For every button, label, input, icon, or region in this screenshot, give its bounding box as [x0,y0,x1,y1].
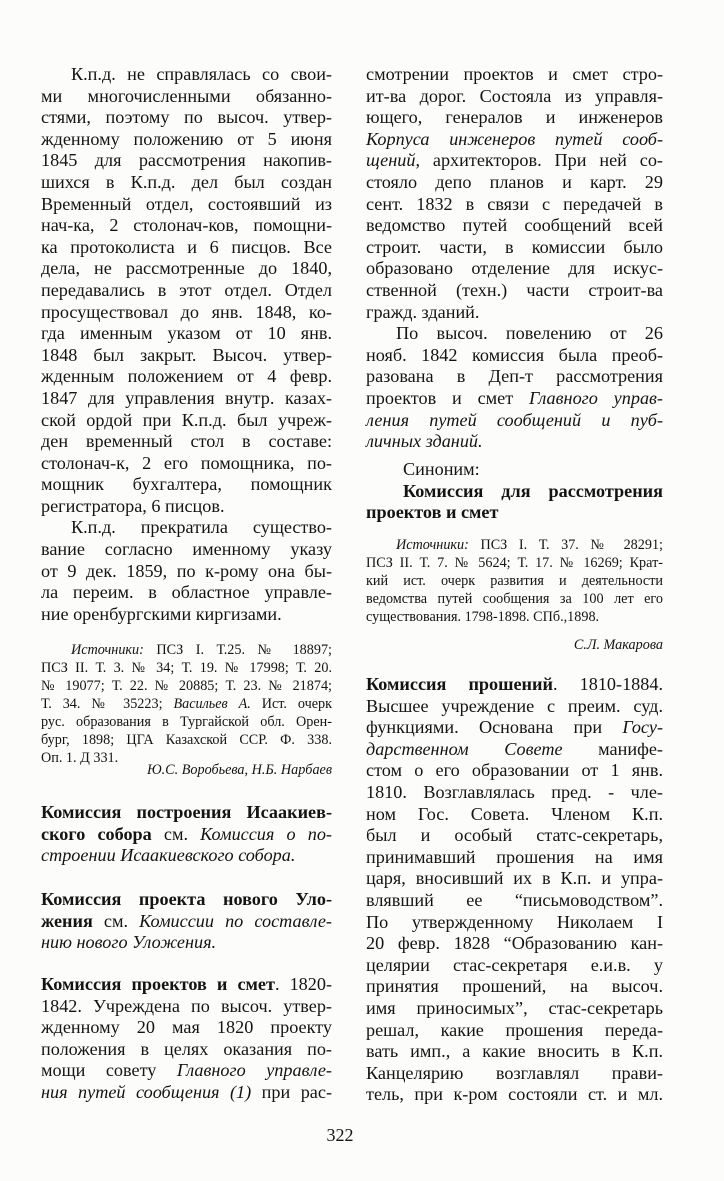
italic-text: Комиссия о по- [200,823,332,844]
text-line [41,258,332,280]
text-line [366,998,663,1020]
text-run: рус. образования в Тургайской обл. Орен- [41,714,332,730]
text-run: , архитекторов. При ней со- [415,150,663,171]
italic-text: личных зданий. [366,431,483,452]
text-line [366,1063,663,1085]
text-line [366,554,663,572]
text-run: имя приносимых”, стас-секретарь [366,997,663,1018]
text-run: просуществовал до янв. 1848, ко- [41,301,332,322]
text-run: тель, при к-ром состояли ст. и мл. [366,1084,663,1105]
text-line [366,912,663,934]
text-line [41,150,332,172]
text-line [366,194,663,216]
text-run: ственной (техн.) части строит-ва [366,279,663,300]
text-run: бург, 1898; ЦГА Казахской ССР. Ф. 338. [41,732,332,748]
italic-text: ления путей сообщений и пуб- [366,409,663,430]
text-run: Канцелярию возглавлял прави- [366,1062,663,1083]
text-run: К.п.д. прекратила существо- [71,517,332,538]
text-run: строит. части, в комиссии было [366,236,663,257]
text-line [366,782,663,804]
text-line [366,890,663,912]
text-line [366,280,663,302]
text-line [366,302,663,324]
page-number: 322 [326,1125,354,1145]
text-line [41,761,332,779]
paragraph [41,802,332,867]
text-run: Т. 34. № 35223; [41,696,174,712]
text-run: По утвержденному Николаем I [366,911,663,932]
text-line [366,1041,663,1063]
italic-text: Источники: [396,537,469,553]
text-line [41,388,332,410]
bold-term: Комиссия прошений [366,674,553,694]
synonym [366,459,663,524]
text-run: дела, не рассмотренные до 1840, [41,258,332,279]
text-line [41,410,332,432]
text-run: 1810. Возглавлялась пред. - чле- [366,781,663,802]
paragraph [366,64,663,323]
paragraph [41,64,332,517]
text-run: ведомство путей сообщений всей [366,215,663,236]
text-line [41,1082,332,1104]
text-run: стом о его образовании от 1 янв. [366,760,663,781]
text-run: столонач-к, 2 его помощника, по- [41,452,332,473]
text-line [366,674,663,696]
paragraph [366,536,663,626]
text-run: стояло депо планов и карт. 29 [366,171,663,192]
text-run: жденному 20 мая 1820 проекту [41,1017,332,1038]
text-line [41,932,332,954]
entry-novoe-ulozhenie [41,889,332,954]
text-run: ит-ва дорог. Состояла из управля- [366,85,663,106]
text-run: нояб. 1842 комиссия была преоб- [366,344,663,365]
text-run: функциями. Основана при [366,717,623,738]
text-line [41,582,332,604]
entry-continuation [41,64,332,625]
text-line [41,824,332,846]
text-run: мощник бухгалтера, помощник [41,474,332,495]
italic-text: Комиссии по составле- [139,910,332,931]
text-line [41,695,332,713]
text-line [366,502,663,524]
text-line [366,481,663,503]
text-line [366,86,663,108]
text-run: С.Л. Макарова [573,637,663,653]
text-line [366,366,663,388]
text-run: от 9 дек. 1859, по к-рому она бы- [41,560,332,581]
text-line [41,237,332,259]
text-run: проектов и смет [366,387,530,408]
text-line [366,107,663,129]
text-line [366,172,663,194]
italic-text: строении Исаакиевского собора. [41,845,296,866]
text-run: ка протоколиста и 6 писцов. Все [41,236,332,257]
text-line [41,677,332,695]
text-run: манифе- [562,738,663,759]
authors [366,636,663,654]
text-line [366,129,663,151]
italic-text: Источники: [71,642,144,658]
text-line [366,1020,663,1042]
text-line [41,1060,332,1082]
text-run: К.п.д. не справлялась со свои- [71,64,332,84]
italic-text: Корпуса инженеров путей сооб- [366,128,663,149]
text-run: Оп. 1. Д 331. [41,750,119,766]
text-line [41,474,332,496]
text-run: 1847 для управления внутр. казах- [41,387,332,408]
text-line [41,713,332,731]
text-run: при рас- [251,1081,332,1102]
text-run: Синоним: [403,459,480,479]
text-line [41,996,332,1018]
entry-isaakievsky-sobor [41,802,332,867]
text-line [41,974,332,996]
text-run: Временный отдел, состоявший из [41,193,332,214]
text-run: сент. 1832 в связи с передачей в [366,193,663,214]
text-run: целярии стас-секретаря е.и.в. у [366,954,663,975]
text-line [366,636,663,654]
text-line [366,590,663,608]
text-line [366,847,663,869]
text-run: существования. 1798-1898. СПб.,1898. [366,609,600,625]
text-run: № 19077; Т. 22. № 20885; Т. 23. № 21874; [41,678,332,694]
text-line [366,1084,663,1106]
text-run: см. [92,910,140,931]
text-run: образовано отделение для искус- [366,258,663,279]
text-line [41,496,332,518]
text-run: шихся в К.п.д. дел был создан [41,171,332,192]
text-line [366,237,663,259]
text-run: стями, поэтому по высоч. утвер- [41,107,332,128]
bold-term: жения [41,910,93,931]
text-run: решал, какие прошения переда- [366,1019,663,1040]
bold-term: Комиссия построения Исаакиев- [41,802,332,822]
text-line [41,1039,332,1061]
text-run: принятия прошений, на высоч. [366,976,663,997]
text-run: см. [151,823,201,844]
sources [366,536,663,626]
text-line [41,345,332,367]
text-line [366,804,663,826]
text-line [41,802,332,824]
text-line [366,933,663,955]
text-line [41,107,332,129]
text-line [366,760,663,782]
text-line [41,129,332,151]
text-run: жденному положению от 5 июня [41,128,332,149]
text-line [366,536,663,554]
text-line [41,659,332,677]
sources [41,641,332,767]
text-run: ПСЗ II. Т. 3. № 34; Т. 19. № 17998; Т. 20. [41,660,332,676]
text-line [41,911,332,933]
text-line [41,302,332,324]
paragraph [41,761,332,779]
text-line [41,845,332,867]
text-run: 20 февр. 1828 “Образованию кан- [366,933,663,954]
text-line [366,572,663,590]
paragraph [366,636,663,654]
bold-term: Комиссия проекта нового Уло- [41,889,332,909]
text-run: вание согласно именному указу [41,539,332,560]
text-line [366,608,663,626]
text-line [366,215,663,237]
text-run: ден временный стол в составе: [41,431,332,452]
paragraph [366,323,663,453]
text-line [366,258,663,280]
text-line [366,825,663,847]
paragraph [366,481,663,524]
text-run: ном Гос. Совета. Членом К.п. [366,803,663,824]
text-run: кий ист. очерк развития и деятельности [366,573,663,589]
text-run: Высшее учреждение с преим. суд. [366,695,663,716]
text-line [366,64,663,86]
text-line [366,150,663,172]
paragraph [366,459,663,481]
text-run: ПСЗ I. Т. 37. № 28291; [468,537,663,553]
paragraph [41,641,332,767]
italic-text: нию нового Уложения. [41,932,217,953]
bold-term: ского собора [41,823,152,844]
italic-text: Главного управле- [176,1060,332,1081]
text-line [41,323,332,345]
text-run: ПСЗ I. Т.25. № 18897; [143,642,332,658]
text-run: гда именным указом от 10 янв. [41,323,332,344]
text-line [41,215,332,237]
bold-term: Комиссия проектов и смет [41,974,275,994]
text-run: ющего, генералов и инженеров [366,107,663,128]
text-run: ПСЗ II. Т. 7. № 5624; Т. 17. № 16269; Крат- [366,555,663,571]
italic-text: щений [366,150,416,171]
bold-term: проектов и смет [366,502,499,523]
text-line [366,955,663,977]
text-run: . 1810-1884. [553,674,663,694]
paragraph [41,517,332,625]
italic-text: Васильев А. [173,696,251,712]
text-run: ведомства путей сообщения за 100 лет его [366,591,663,607]
entry-proshenii [366,674,663,1106]
text-line [366,459,663,481]
text-run: регистратора, 6 писцов. [41,495,225,516]
bold-term: Комиссия для рассмотрения [403,480,663,501]
text-line [41,889,332,911]
text-run: нач-ка, 2 столонач-ков, помощни- [41,215,332,236]
text-run: Ю.С. Воробьева, Н.Б. Нарбаев [146,762,332,778]
text-line [41,64,332,86]
text-run: ла переим. в областное управле- [41,582,332,603]
text-run: ние оренбургскими киргизами. [41,603,282,624]
text-run: был и особый статс-секретарь, [366,825,663,846]
text-line [41,280,332,302]
text-line [366,696,663,718]
text-run: 1848 был закрыт. Высоч. утвер- [41,344,332,365]
text-run: жденным положением от 4 февр. [41,366,332,387]
text-line [41,517,332,539]
text-run: положения в целях оказания по- [41,1038,332,1059]
text-line [41,641,332,659]
italic-text: ния путей сообщения (1) [41,1081,252,1102]
text-line [41,86,332,108]
text-run: По высоч. повелению от 26 [396,323,663,344]
text-run: ми многочисленными обязанно- [41,85,332,106]
text-line [366,323,663,345]
text-line [41,604,332,626]
text-run: . 1820- [274,974,332,994]
text-line [41,366,332,388]
text-run: смотрении проектов и смет стро- [366,64,663,84]
text-run: передавались в этот отдел. Отдел [41,279,332,300]
text-line [366,410,663,432]
italic-text: дарственном Совете [366,738,563,759]
text-line [366,868,663,890]
text-run: разована в Деп-т рассмотрения [366,366,663,387]
paragraph [41,889,332,954]
text-run: царя, вносивший их в К.п. и упра- [366,868,663,889]
text-line [41,453,332,475]
text-line [366,739,663,761]
text-line [366,431,663,453]
text-line [41,731,332,749]
text-line [41,1017,332,1039]
entry-proekty-continuation [366,64,663,453]
text-run: принимавший прошения на имя [366,846,663,867]
text-line [366,345,663,367]
italic-text: Госу- [622,717,663,738]
entry-proekty-i-smety [41,974,332,1104]
text-line [41,172,332,194]
text-run: мощи совету [41,1060,177,1081]
text-line [41,431,332,453]
text-line [41,561,332,583]
text-line [366,388,663,410]
text-run: гражд. зданий. [366,301,480,322]
paragraph [41,974,332,1104]
text-line [41,194,332,216]
text-line [366,976,663,998]
text-run: 1842. Учреждена по высоч. утвер- [41,995,332,1016]
text-line [41,539,332,561]
authors [41,761,332,779]
text-run: ской ордой при К.п.д. был учреж- [41,409,332,430]
text-run: влявший ее “письмоводством”. [366,889,663,910]
text-run: вать имп., а какие вносить в К.п. [366,1041,663,1062]
italic-text: Главного управ- [529,387,663,408]
text-run: 1845 для рассмотрения накопив- [41,150,332,171]
text-run: Ист. очерк [250,696,333,712]
paragraph [366,674,663,1106]
text-line [366,717,663,739]
